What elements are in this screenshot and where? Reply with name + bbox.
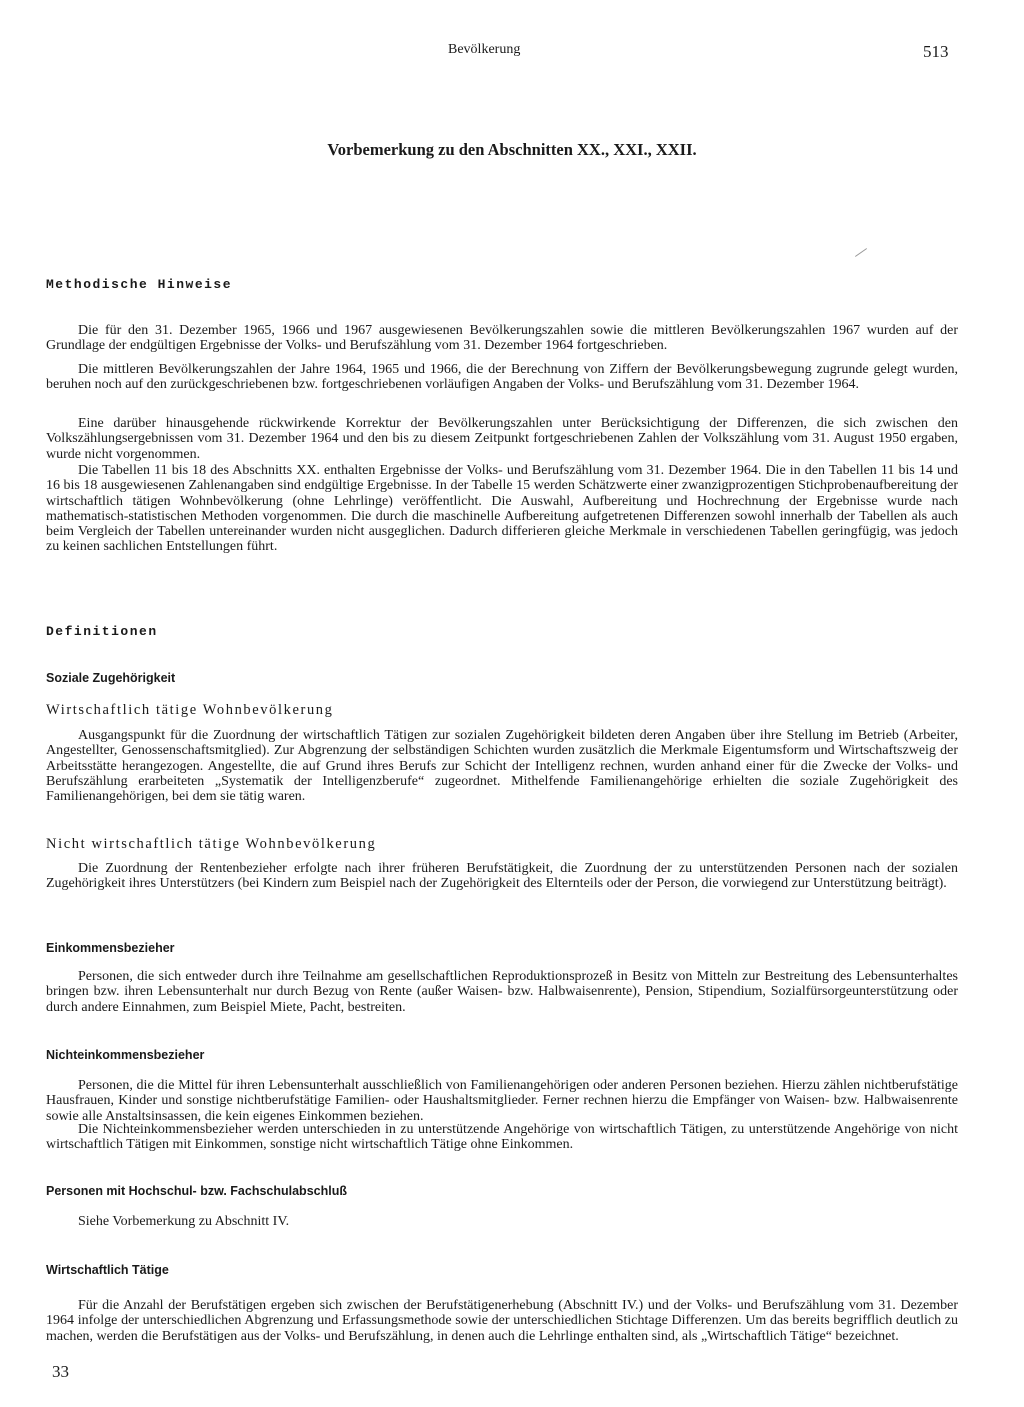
paragraph-einkommensbezieher: Personen, die sich entweder durch ihre Teilnahme am gesellschaftlichen Reproduktionsprozeß in Besitz von Mitteln zur Bestreitung des Lebensunterhaltes bringen bzw. ihren Lebensunterhalt nur durch Bezug von Rente (außer Waisen- bzw. Halbwaisenrente), Pension, Stipendium, Sozialfürsorgeunterstützung oder durch andere Einnahmen, zum Beispiel Miete, Pacht, bestreiten.: [46, 969, 958, 1015]
paragraph-hochschulabschluss: Siehe Vorbemerkung zu Abschnitt IV.: [78, 1214, 290, 1229]
heading-definitionen: Definitionen: [46, 624, 158, 639]
running-title: Bevölkerung: [448, 42, 521, 57]
heading-nichteinkommensbezieher: Nichteinkommensbezieher: [46, 1048, 205, 1062]
paragraph-methodische-2: Die mittleren Bevölkerungszahlen der Jahre 1964, 1965 und 1966, die der Berechnung von Ziffern der Bevölkerungsbewegung zugrunde gelegt wurden, beruhen noch auf den zurückgeschriebenen bzw. fortgeschriebenen vorläufigen Angaben der Volks- und Berufszählung vom 31. Dezember 1964.: [46, 362, 958, 393]
paragraph-wirtschaftlich-taetige-wohnbevoelkerung: Ausgangspunkt für die Zuordnung der wirtschaftlich Tätigen zur sozialen Zugehörigkeit bildeten deren Angaben über ihre Stellung im Betrieb (Arbeiter, Angestellter, Genossenschaftsmitglied). Zur Abgrenzung der selbständigen Schichten wurden zusätzlich die Merkmale Eigentumsform und Wirtschaftszweig der Arbeitsstätte herangezogen. Angestellte, die auf Grund ihres Berufs zur Schicht der Intelligenz rechnen, wurden anhand einer für die Zwecke der Volks- und Berufszählung erarbeiteten „Systematik der Intelligenzberufe“ zugeordnet. Mithelfende Familienangehörige erhielten die soziale Zugehörigkeit des Familienangehörigen, bei dem sie tätig waren.: [46, 728, 958, 805]
paragraph-methodische-3: Eine darüber hinausgehende rückwirkende Korrektur der Bevölkerungszahlen unter Berücksichtigung der Differenzen, die sich zwischen den Volkszählungsergebnissen vom 31. Dezember 1964 und den bis zu diesem Zeitpunkt fortgeschriebenen Zahlen der Volkszählung vom 31. August 1950 ergaben, wurde nicht vorgenommen.: [46, 416, 958, 462]
pencil-mark: [855, 248, 867, 257]
heading-wirtschaftlich-taetige: Wirtschaftlich Tätige: [46, 1263, 169, 1277]
paragraph-nichteinkommensbezieher-1: Personen, die die Mittel für ihren Lebensunterhalt ausschließlich von Familienangehörigen oder anderen Personen beziehen. Hierzu zählen nichtberufstätige Hausfrauen, Kinder und sonstige nichtberufstätige Familien- oder Haushaltsmitglieder. Ferner rechnen hierzu die Empfänger von Waisen- bzw. Halbwaisenrente sowie alle Anstaltsinsassen, die kein eigenes Einkommen beziehen.: [46, 1078, 958, 1124]
page-number: 513: [923, 42, 949, 61]
page-title: Vorbemerkung zu den Abschnitten XX., XXI., XXII.: [327, 140, 697, 159]
heading-einkommensbezieher: Einkommensbezieher: [46, 941, 175, 955]
paragraph-methodische-4: Die Tabellen 11 bis 18 des Abschnitts XX. enthalten Ergebnisse der Volks- und Berufszählung vom 31. Dezember 1964. Die in den Tabellen 11 bis 14 und 16 bis 18 ausgewiesenen Zahlenangaben sind endgültige Ergebnisse. In der Tabelle 15 werden Schätzwerte einer zwanzigprozentigen Stichprobenaufbereitung der wirtschaftlich tätigen Wohnbevölkerung (ohne Lehrlinge) veröffentlicht. Die Auswahl, Aufbereitung und Hochrechnung der Ergebnisse wurde nach mathematisch-statistischen Methoden vorgenommen. Die durch die maschinelle Aufbereitung aufgetretenen Differenzen sowohl innerhalb der Tabellen als auch beim Vergleich der Tabellen untereinander wurden nicht ausgeglichen. Dadurch differieren gleiche Merkmale in verschiedenen Tabellen geringfügig, was jedoch zu keinen sachlichen Entstellungen führt.: [46, 463, 958, 555]
heading-wirtschaftlich-taetige-wohnbevoelkerung: Wirtschaftlich tätige Wohnbevölkerung: [46, 702, 334, 718]
heading-nicht-wirtschaftlich-taetige: Nicht wirtschaftlich tätige Wohnbevölkerung: [46, 836, 377, 852]
paragraph-wirtschaftlich-taetige: Für die Anzahl der Berufstätigen ergeben sich zwischen der Berufstätigenerhebung (Abschnitt IV.) und der Volks- und Berufszählung vom 31. Dezember 1964 infolge der unterschiedlichen Abgrenzung und Erfassungsmethode sowie der unterschiedlichen Stichtage Differenzen. Um das bereits begrifflich deutlich zu machen, werden die Berufstätigen aus der Volks- und Berufszählung, in denen auch die Lehrlinge enthalten sind, als „Wirtschaftlich Tätige“ bezeichnet.: [46, 1298, 958, 1344]
heading-hochschulabschluss: Personen mit Hochschul- bzw. Fachschulabschluß: [46, 1184, 347, 1198]
signature-mark: 33: [52, 1362, 69, 1381]
paragraph-methodische-1: Die für den 31. Dezember 1965, 1966 und 1967 ausgewiesenen Bevölkerungszahlen sowie die mittleren Bevölkerungszahlen 1967 wurden auf der Grundlage der endgültigen Ergebnisse der Volks- und Berufszählung vom 31. Dezember 1964 fortgeschrieben.: [46, 323, 958, 354]
heading-soziale-zugehoerigkeit: Soziale Zugehörigkeit: [46, 671, 176, 685]
paragraph-nicht-wirtschaftlich-taetige: Die Zuordnung der Rentenbezieher erfolgte nach ihrer früheren Berufstätigkeit, die Zuordnung der zu unterstützenden Personen nach der sozialen Zugehörigkeit ihres Unterstützers (bei Kindern zum Beispiel nach der Zugehörigkeit des Elternteils oder der Person, die vorwiegend zur Unterstützung beiträgt).: [46, 861, 958, 892]
heading-methodische-hinweise: Methodische Hinweise: [46, 277, 233, 292]
paragraph-nichteinkommensbezieher-2: Die Nichteinkommensbezieher werden unterschieden in zu unterstützende Angehörige von wirtschaftlich Tätigen, zu unterstützende Angehörige von nicht wirtschaftlich Tätigen mit Einkommen, sonstige nicht wirtschaftlich Tätige ohne Einkommen.: [46, 1122, 958, 1153]
